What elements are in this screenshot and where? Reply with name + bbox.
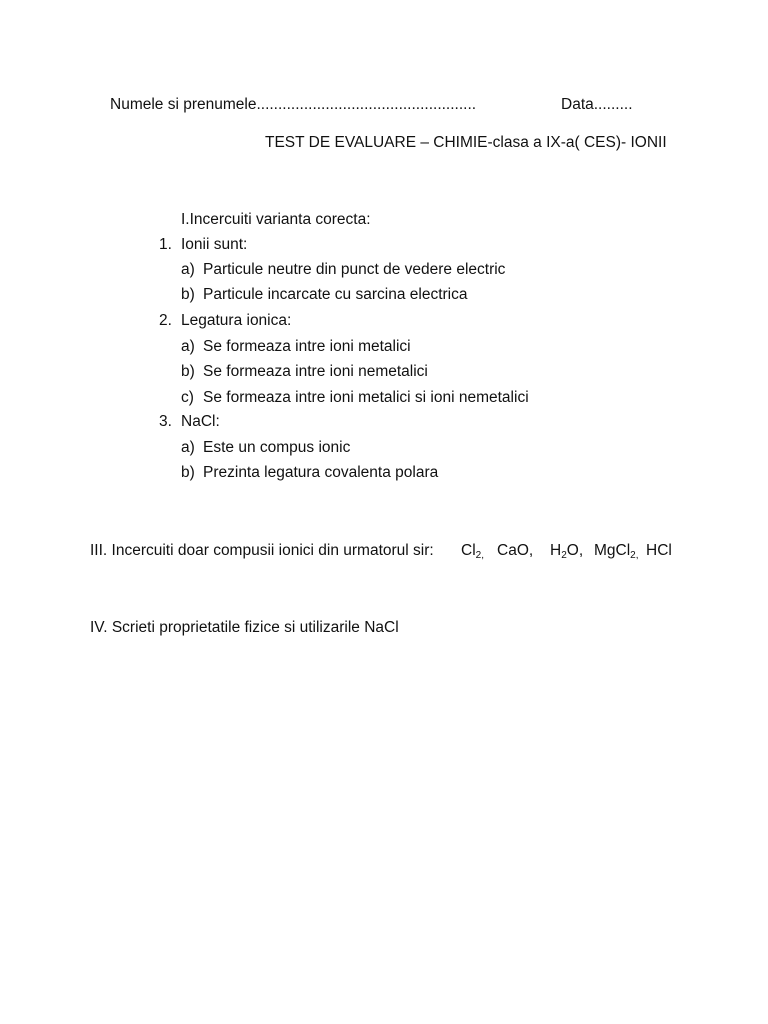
q2-option-a-letter: a): [181, 338, 195, 355]
q2-option-c-text: Se formeaza intre ioni metalici si ioni nemetalici: [203, 389, 529, 406]
question-3-text: NaCl:: [181, 413, 220, 430]
compound-hcl: [646, 541, 672, 561]
q2-option-c-letter: c): [181, 389, 194, 406]
question-1-number: 1.: [159, 236, 172, 253]
q1-option-b-text: Particule incarcate cu sarcina electrica: [203, 286, 468, 303]
question-3-number: 3.: [159, 413, 172, 430]
question-2-text: Legatura ionica:: [181, 312, 292, 329]
date-field: Data.........: [561, 96, 633, 113]
q1-option-a-letter: a): [181, 261, 195, 278]
q3-option-a-letter: a): [181, 439, 195, 456]
question-1-text: Ionii sunt:: [181, 236, 248, 253]
compound-h2o-base: H: [550, 542, 562, 559]
compound-cao: [497, 541, 533, 561]
section3-text: III. Incercuiti doar compusii ionici din urmatorul sir:: [90, 542, 434, 559]
compound-h2o-tail: O,: [566, 542, 584, 559]
compound-cao-base: CaO,: [497, 542, 534, 559]
q1-option-b-letter: b): [181, 286, 195, 303]
compound-h2o: [550, 541, 583, 561]
compound-mgcl2-base: MgCl: [594, 542, 631, 559]
q3-option-b-letter: b): [181, 464, 195, 481]
compound-mgcl2: [594, 541, 639, 561]
question-2-number: 2.: [159, 312, 172, 329]
q1-option-a-text: Particule neutre din punct de vedere electric: [203, 261, 506, 278]
compound-cl2: [461, 541, 484, 561]
name-field: Numele si prenumele...................................................: [110, 96, 477, 113]
page-title: TEST DE EVALUARE – CHIMIE-clasa a IX-a( CES)- IONII: [265, 134, 667, 151]
q2-option-b-letter: b): [181, 363, 195, 380]
compound-h2o-sub: 2: [561, 550, 567, 561]
compound-mgcl2-sub: 2,: [630, 550, 639, 561]
q3-option-a-text: Este un compus ionic: [203, 439, 351, 456]
section4-text: IV. Scrieti proprietatile fizice si utilizarile NaCl: [90, 619, 399, 636]
q2-option-a-text: Se formeaza intre ioni metalici: [203, 338, 411, 355]
compound-cl2-sub: 2,: [475, 550, 484, 561]
compound-hcl-base: HCl: [646, 542, 672, 559]
compound-cl2-base: Cl: [461, 542, 476, 559]
section1-heading: I.Incercuiti varianta corecta:: [181, 211, 371, 228]
q2-option-b-text: Se formeaza intre ioni nemetalici: [203, 363, 428, 380]
q3-option-b-text: Prezinta legatura covalenta polara: [203, 464, 439, 481]
